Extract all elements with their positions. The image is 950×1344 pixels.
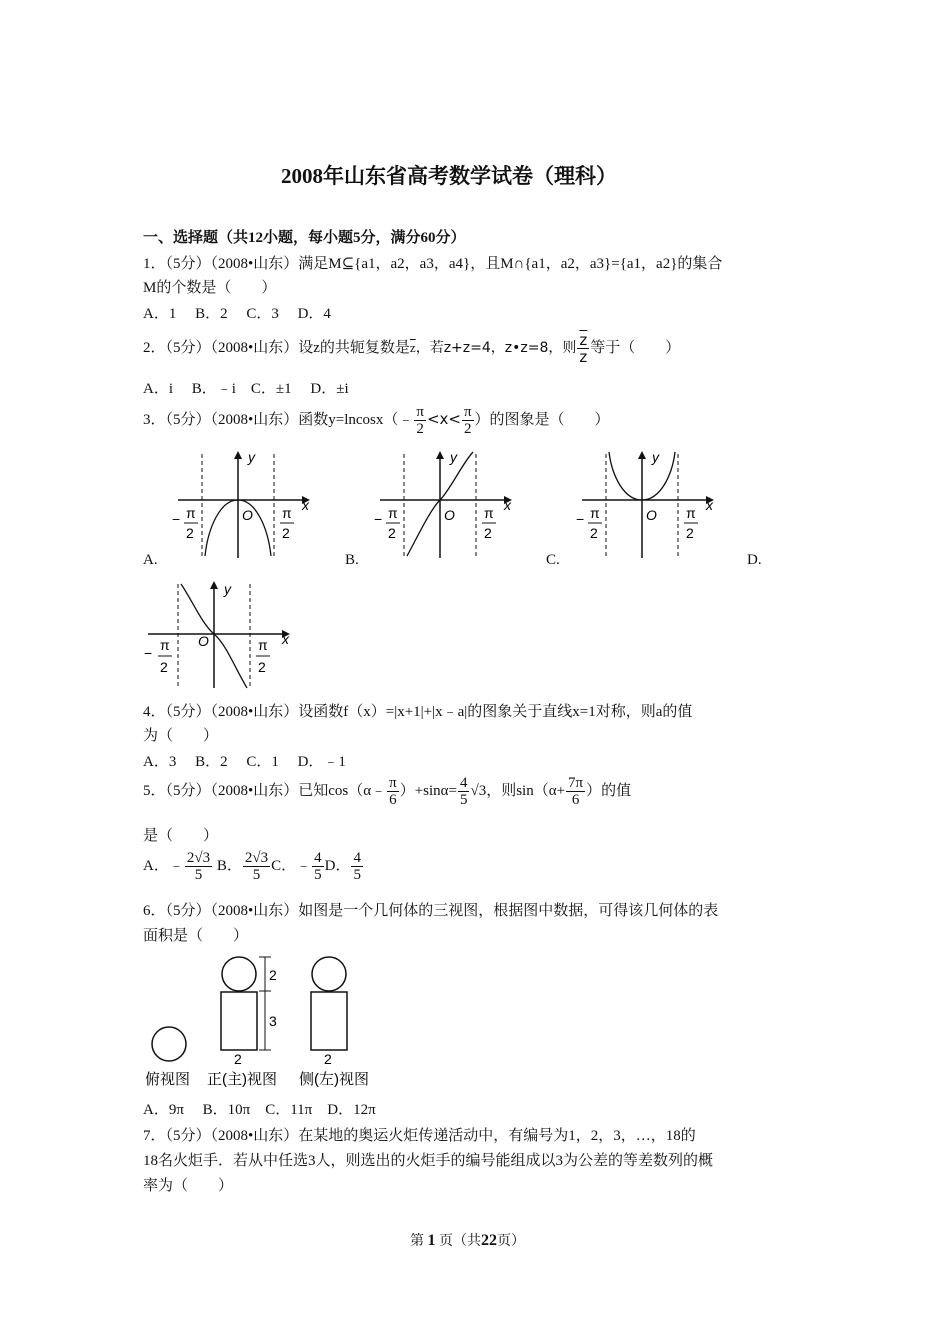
dim-label: 2 (269, 967, 277, 983)
q5-opt-a-den: 5 (194, 867, 203, 883)
q3-label-c: C. (546, 552, 560, 568)
q5-opt-d-den: 5 (353, 867, 361, 883)
q5-opt-b-frac (243, 850, 270, 883)
q2-prefix: 2．（5分）（2008•山东）设z的共轭复数是 (143, 339, 410, 356)
q3-two-left: 2 (416, 421, 424, 437)
two-label: 2 (258, 659, 266, 675)
page-title: 2008年山东省高考数学试卷（理科） (281, 164, 617, 188)
q5-mid1: ）+sinα= (399, 782, 457, 799)
q4-line2: 为（ ） (143, 728, 219, 744)
q5-line2: 是（ ） (143, 828, 219, 844)
q3-pi-right: π (463, 404, 472, 420)
neg-sign: − (576, 511, 585, 527)
q4-line1: 4．（5分）（2008•山东）设函数f（x）=|x+1|+|x﹣a|的图象关于直线x=1对称，则a的值 (143, 704, 693, 720)
footer-page-number: 1 (427, 1232, 436, 1249)
q5-pi: π (389, 775, 397, 791)
q5-frac-4-5 (458, 775, 470, 808)
q3-frac-left (414, 404, 426, 437)
q5-six: 6 (571, 792, 580, 808)
q4-options: A．3 B．2 C．1 D．﹣1 (143, 754, 346, 770)
pi-label: π (160, 637, 170, 653)
q5-five: 5 (459, 792, 468, 808)
pi-label: π (186, 505, 196, 521)
q5-six: 6 (389, 792, 397, 808)
q3-graph-b (370, 448, 520, 560)
axis-x-label: x (302, 497, 309, 513)
q3-label-b: B. (345, 552, 359, 568)
q2-options: A．i B．﹣i C．±1 D．±i (143, 381, 349, 397)
pi-label: π (282, 505, 292, 521)
q2-frac-num: $\overline{z}$ (579, 331, 588, 349)
q5-opt-b-num: 2√3 (244, 850, 269, 866)
q1-options: A．1 B．2 C．3 D．4 (143, 306, 331, 322)
q5-frac-7pi6 (566, 775, 585, 808)
q3-graph-a (168, 448, 318, 560)
footer-pre: 第 (410, 1234, 424, 1249)
q3-graph-d (138, 578, 298, 690)
side-view-cylinder (311, 992, 347, 1050)
two-label: 2 (590, 525, 598, 541)
two-label: 2 (282, 525, 290, 541)
q5-opt-b: B． (213, 857, 242, 874)
q5-stem (143, 775, 631, 808)
q2-fraction (577, 332, 589, 365)
q3-prefix: 3．（5分）（2008•山东）函数y=lncosx（﹣ (143, 411, 414, 428)
q5-opt-c-num: 4 (314, 850, 322, 866)
q5-opt-c-den: 5 (314, 867, 322, 883)
q5-opt-c: C． (271, 857, 297, 874)
origin-label: O (444, 507, 455, 523)
caption-front-view: 正(主)视图 (207, 1071, 277, 1088)
q3-label-d: D. (747, 552, 762, 568)
q3-graph-c (572, 448, 722, 560)
q5-four: 4 (459, 775, 468, 791)
q6-options: A．9π B．10π C．11π D．12π (143, 1102, 376, 1118)
section-header: 一、选择题（共12小题，每小题5分，满分60分） (143, 230, 466, 246)
front-view-cylinder (221, 992, 257, 1050)
two-label: 2 (160, 659, 168, 675)
q5-neg: ﹣ (168, 857, 184, 874)
axis-x-label: x (504, 497, 511, 513)
origin-label: O (198, 633, 209, 649)
q5-neg: ﹣ (296, 857, 312, 874)
two-label: 2 (484, 525, 492, 541)
axis-y-label: y (450, 449, 457, 465)
q5-opt-b-den: 5 (252, 867, 261, 883)
q3-frac-right (462, 404, 474, 437)
q6-line2: 面积是（ ） (143, 928, 249, 944)
q5-opt-a: A． (143, 857, 169, 874)
q5-prefix: 5．（5分）（2008•山东）已知cos（α﹣ (143, 782, 387, 799)
q5-opt-d-num: 4 (353, 850, 361, 866)
q2-conj-z: $\overline{z}$ (409, 339, 416, 355)
q3-inequality: <x< (426, 409, 461, 428)
q2-frac-den: z (579, 348, 588, 366)
q3-stem (143, 404, 610, 437)
caption-side-view: 侧(左)视图 (299, 1071, 369, 1088)
axis-y-label: y (652, 449, 659, 465)
q6-three-views (143, 950, 393, 1090)
two-label: 2 (686, 525, 694, 541)
axis-y-label: y (224, 581, 231, 597)
dim-label: 2 (324, 1051, 332, 1067)
q1-line2: M的个数是（ ） (143, 280, 277, 296)
page-footer (410, 1230, 525, 1250)
q5-opt-d-frac (351, 850, 363, 883)
pi-label: π (258, 637, 268, 653)
q5-seven-pi: 7π (568, 775, 584, 791)
neg-sign: − (374, 511, 383, 527)
q1-line1: 1．（5分）（2008•山东）满足M⊆{a1，a2，a3，a4}，且M∩{a1，a2，a3}={a1，a2}的集合 (143, 256, 723, 272)
origin-label: O (646, 507, 657, 523)
q7-line1: 7．（5分）（2008•山东）在某地的奥运火炬传递活动中，有编号为1，2，3，…，18的 (143, 1128, 696, 1144)
two-label: 2 (388, 525, 396, 541)
pi-label: π (590, 505, 600, 521)
q5-sqrt3: √3 (470, 782, 487, 799)
q5-opt-a-num: 2√3 (186, 850, 211, 866)
axis-x-label: x (282, 631, 289, 647)
pi-label: π (484, 505, 494, 521)
q5-options (143, 850, 364, 883)
q3-label-a: A. (143, 552, 158, 568)
pi-label: π (388, 505, 398, 521)
top-view-circle (152, 1027, 186, 1061)
q5-opt-d: D． (324, 857, 351, 874)
q5-opt-c-frac (312, 850, 324, 883)
q5-frac-pi6 (387, 775, 399, 808)
two-label: 2 (186, 525, 194, 541)
caption-top-view: 俯视图 (145, 1071, 191, 1088)
q2-stem (143, 332, 680, 365)
side-view-sphere (312, 957, 346, 991)
pi-label: π (686, 505, 696, 521)
footer-total-pages: 22 (481, 1232, 497, 1249)
q5-opt-a-frac (185, 850, 212, 883)
q7-line2: 18名火炬手．若从中任选3人，则选出的火炬手的编号能组成以3为公差的等差数列的概 (143, 1153, 714, 1169)
q5-mid2: ，则sin（α+ (486, 782, 566, 799)
neg-sign: − (172, 511, 181, 527)
dim-label: 3 (269, 1013, 277, 1029)
footer-post: 页） (497, 1234, 525, 1249)
q3-pi-left: π (416, 404, 424, 420)
q2-condition: ，若z+z=4，z•z=8，则 (415, 339, 577, 356)
q5-suffix: ）的值 (586, 782, 632, 799)
q6-line1: 6．（5分）（2008•山东）如图是一个几何体的三视图，根据图中数据，可得该几何体的表 (143, 903, 719, 919)
q2-suffix: 等于（ ） (590, 339, 681, 356)
axis-y-label: y (248, 449, 255, 465)
footer-mid: 页（共 (439, 1234, 481, 1249)
axis-x-label: x (706, 497, 713, 513)
q3-two-right: 2 (464, 421, 472, 437)
q7-line3: 率为（ ） (143, 1178, 234, 1194)
q3-suffix: ）的图象是（ ） (474, 411, 610, 428)
origin-label: O (242, 507, 253, 523)
front-view-sphere (222, 957, 256, 991)
neg-sign: − (144, 645, 153, 661)
dim-label: 2 (234, 1051, 242, 1067)
